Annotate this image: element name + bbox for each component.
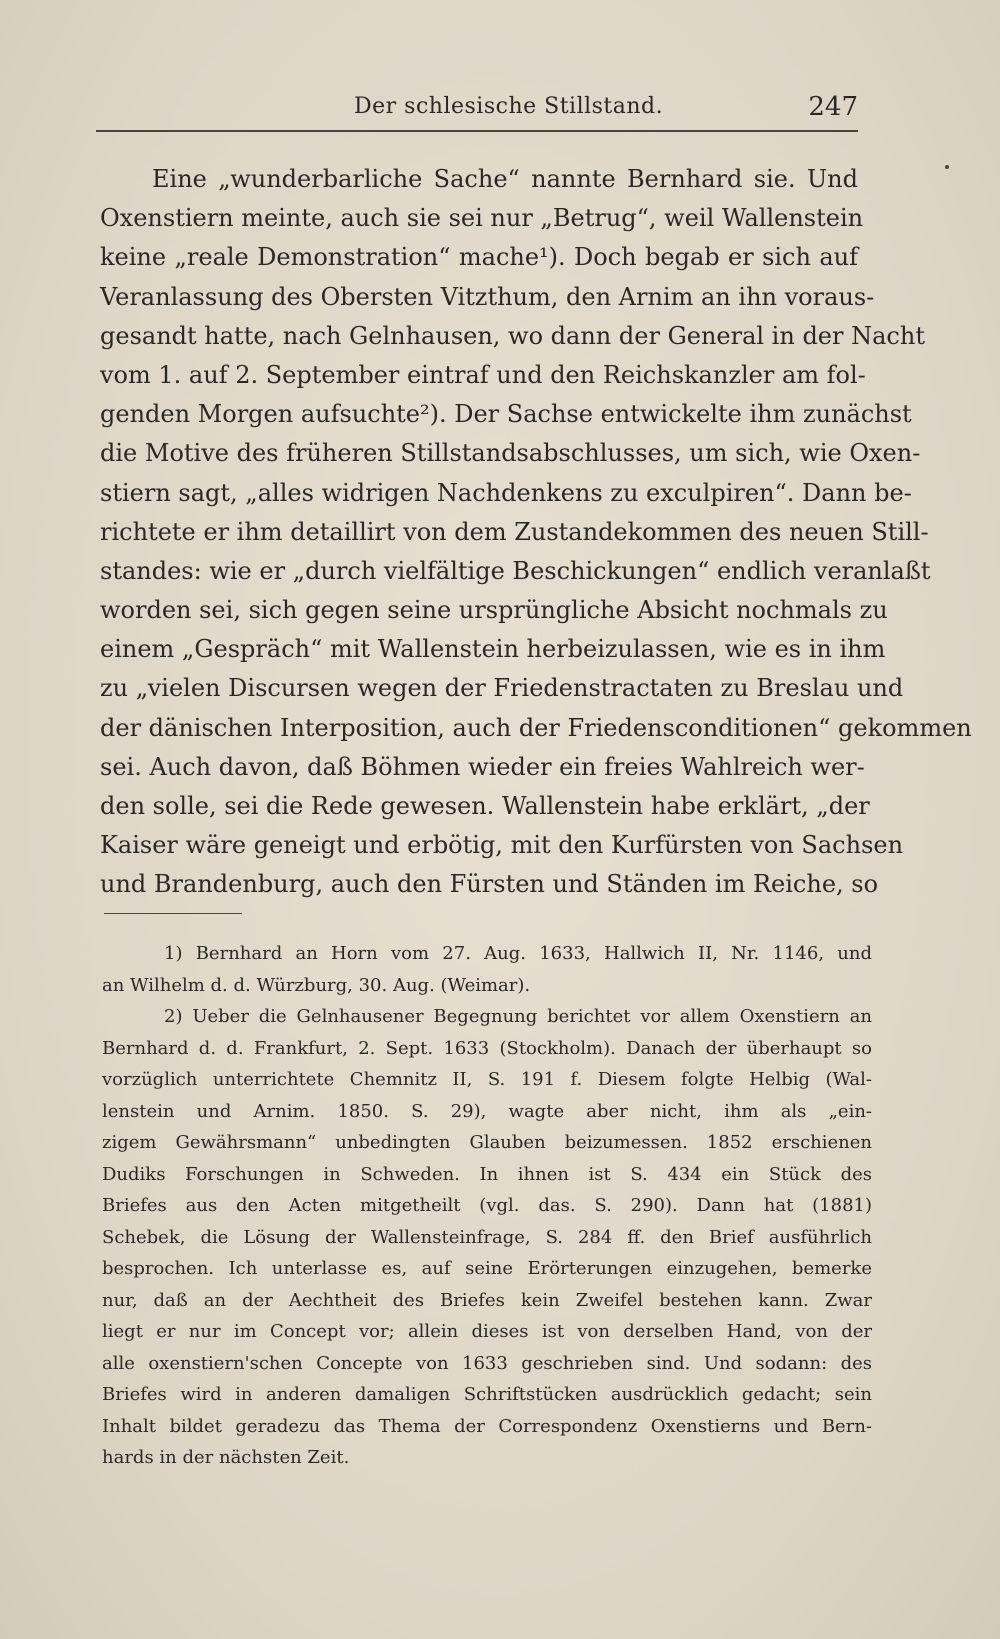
page-number: 247: [808, 92, 858, 122]
running-head: Der schlesische Stillstand.: [354, 94, 664, 119]
body-line: einem „Gespräch“ mit Wallenstein herbeizulassen, wie es in ihm: [100, 635, 886, 664]
footnote-line: Briefes wird in anderen damaligen Schriftstücken ausdrücklich gedacht; sein: [102, 1384, 872, 1405]
body-line: richtete er ihm detaillirt von dem Zustandekommen des neuen Still-: [100, 517, 929, 546]
body-line: den solle, sei die Rede gewesen. Wallenstein habe erklärt, „der: [100, 792, 870, 820]
paper-speck: [945, 165, 949, 169]
footnote-line: 1) Bernhard an Horn vom 27. Aug. 1633, Hallwich II, Nr. 1146, und: [164, 943, 872, 964]
footnote-line: alle oxenstiern'schen Concepte von 1633 geschrieben sind. Und sodann: des: [102, 1352, 872, 1374]
body-line: vom 1. auf 2. September eintraf und den Reichskanzler am fol-: [100, 360, 866, 389]
body-line: der dänischen Interposition, auch der Friedensconditionen“ gekommen: [100, 713, 972, 742]
footnote-line: zigem Gewährsmann“ unbedingten Glauben beizumessen. 1852 erschienen: [102, 1132, 872, 1153]
body-line: keine „reale Demonstration“ mache¹). Doch begab er sich auf: [100, 243, 858, 272]
footnote-line: Bernhard d. d. Frankfurt, 2. Sept. 1633 (Stockholm). Danach der überhaupt so: [102, 1037, 872, 1059]
body-line: sei. Auch davon, daß Böhmen wieder ein freies Wahlreich wer-: [100, 752, 865, 781]
body-line: gesandt hatte, nach Gelnhausen, wo dann der General in der Nacht: [100, 321, 925, 350]
body-line: standes: wie er „durch vielfältige Beschickungen“ endlich veranlaßt: [100, 556, 931, 585]
footnote-line: Schebek, die Lösung der Wallensteinfrage, S. 284 ff. den Brief ausführlich: [102, 1226, 872, 1248]
body-line: Oxenstiern meinte, auch sie sei nur „Betrug“, weil Wallenstein: [100, 204, 864, 233]
footnote-line: nur, daß an der Aechtheit des Briefes kein Zweifel bestehen kann. Zwar: [102, 1289, 872, 1311]
body-line: Veranlassung des Obersten Vitzthum, den Arnim an ihn voraus-: [100, 282, 875, 311]
footnote-line: Inhalt bildet geradezu das Thema der Correspondenz Oxenstierns und Bern-: [102, 1415, 872, 1437]
footnote-line: 2) Ueber die Gelnhausener Begegnung berichtet vor allem Oxenstiern an: [164, 1006, 872, 1027]
footnote-line: besprochen. Ich unterlasse es, auf seine Erörterungen einzugehen, bemerke: [102, 1258, 872, 1279]
body-line: Kaiser wäre geneigt und erbötig, mit den Kurfürsten von Sachsen: [100, 831, 904, 860]
footnote-line: an Wilhelm d. d. Würzburg, 30. Aug. (Weimar).: [102, 974, 531, 996]
page-header: [96, 94, 858, 132]
footnote-divider: [104, 913, 242, 914]
body-text: [100, 160, 972, 905]
body-line: genden Morgen aufsuchte²). Der Sachse entwickelte ihm zunächst: [100, 400, 912, 429]
footnote-line: Briefes aus den Acten mitgetheilt (vgl. das. S. 290). Dann hat (1881): [102, 1195, 872, 1216]
body-line: die Motive des früheren Stillstandsabschlusses, um sich, wie Oxen-: [100, 439, 921, 468]
body-line: zu „vielen Discursen wegen der Friedenstractaten zu Breslau und: [100, 674, 904, 703]
body-line: worden sei, sich gegen seine ursprüngliche Absicht nochmals zu: [100, 596, 888, 625]
footnote-line: liegt er nur im Concept vor; allein dieses ist von derselben Hand, von der: [102, 1321, 872, 1342]
footnote-line: Dudiks Forschungen in Schweden. In ihnen ist S. 434 ein Stück des: [102, 1163, 872, 1185]
body-line: und Brandenburg, auch den Fürsten und Ständen im Reiche, so: [100, 870, 879, 899]
footnote-line: vorzüglich unterrichtete Chemnitz II, S. 191 f. Diesem folgte Helbig (Wal-: [102, 1069, 872, 1090]
body-line: stiern sagt, „alles widrigen Nachdenkens zu exculpiren“. Dann be-: [100, 478, 912, 507]
body-line: Eine „wunderbarliche Sache“ nannte Bernhard sie. Und: [152, 165, 858, 193]
footnotes: [102, 938, 872, 1474]
footnote-line: lenstein und Arnim. 1850. S. 29), wagte aber nicht, ihm als „ein-: [102, 1100, 872, 1122]
footnote-line: hards in der nächsten Zeit.: [102, 1447, 350, 1468]
